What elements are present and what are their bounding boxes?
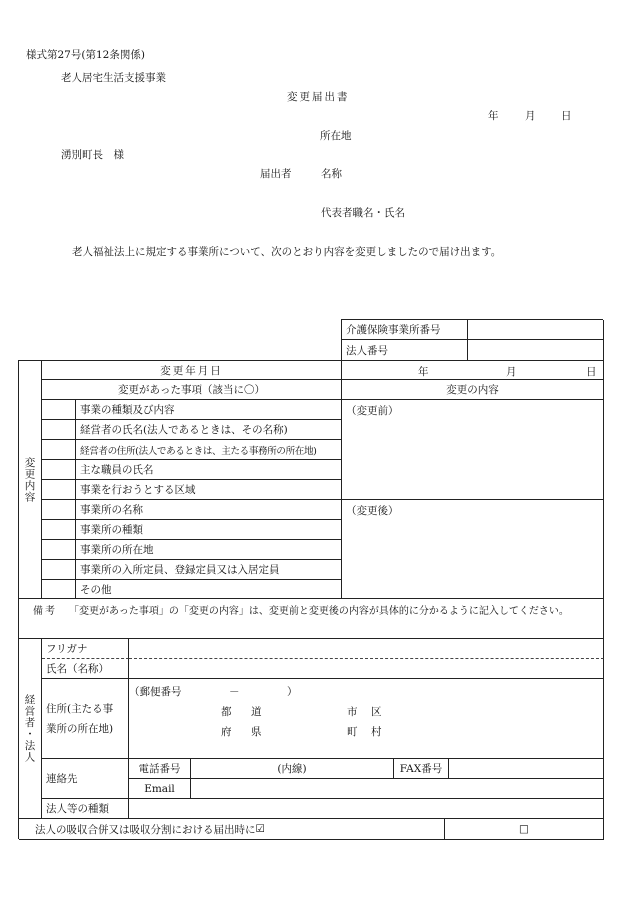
item-label-2: 経営者の氏名(法人であるときは、その名称) bbox=[76, 420, 342, 440]
representative-label: 代表者職名・氏名 bbox=[321, 207, 405, 219]
date-year-label: 年 bbox=[488, 110, 499, 122]
item-label-6: 事業所の名称 bbox=[76, 500, 342, 520]
change-side-label: 変更内容 bbox=[19, 361, 42, 599]
change-after-box[interactable] bbox=[342, 500, 604, 599]
corp-type-label: 法人等の種類 bbox=[42, 799, 129, 819]
merger-checkbox[interactable] bbox=[445, 819, 604, 840]
item-label-1: 事業の種類及び内容 bbox=[76, 400, 342, 420]
furigana-field[interactable] bbox=[129, 639, 604, 659]
ku-label: 区 bbox=[371, 706, 382, 718]
merger-checked-icon: ☑ bbox=[255, 823, 265, 835]
checkbox-icon: □ bbox=[519, 823, 529, 835]
phone-field[interactable] bbox=[191, 759, 394, 779]
item-check-4[interactable] bbox=[42, 460, 76, 480]
corporate-number-label: 法人番号 bbox=[342, 340, 468, 361]
address-field[interactable] bbox=[129, 679, 604, 759]
change-after-label: （変更後） bbox=[346, 505, 399, 517]
item-check-8[interactable] bbox=[42, 540, 76, 560]
change-before-label: （変更前） bbox=[346, 405, 399, 417]
furigana-label: フリガナ bbox=[42, 639, 129, 659]
phone-label: 電話番号 bbox=[129, 759, 191, 779]
date-month-label: 月 bbox=[525, 110, 536, 122]
email-field[interactable] bbox=[191, 779, 604, 799]
item-check-6[interactable] bbox=[42, 500, 76, 520]
id-table bbox=[341, 319, 603, 360]
postal-label: （郵便番号 bbox=[129, 686, 182, 698]
item-label-4: 主な職員の氏名 bbox=[76, 460, 342, 480]
change-date-month: 月 bbox=[506, 366, 517, 378]
addressee: 湧別町長 様 bbox=[61, 149, 124, 161]
item-label-9: 事業所の入所定員、登録定員又は入居定員 bbox=[76, 560, 342, 580]
item-label-3: 経営者の住所(法人であるときは、主たる事務所の所在地) bbox=[76, 440, 342, 460]
business-type: 老人居宅生活支援事業 bbox=[61, 72, 166, 84]
corp-type-field[interactable] bbox=[129, 799, 604, 819]
item-check-10[interactable] bbox=[42, 580, 76, 599]
address-label-line-1: 住所(主たる事 bbox=[46, 702, 114, 715]
form-number: 様式第27号(第12条関係) bbox=[26, 49, 145, 61]
contact-label: 連絡先 bbox=[42, 759, 129, 799]
care-insurance-number-label: 介護保険事業所番号 bbox=[342, 320, 468, 340]
remarks-text: 「変更があった事項」の「変更の内容」は、変更前と変更後の内容が具体的に分かるように記入してください。 bbox=[69, 606, 569, 617]
mura-label: 村 bbox=[371, 726, 382, 738]
item-check-3[interactable] bbox=[42, 440, 76, 460]
changed-items-header: 変更があった事項（該当に〇） bbox=[42, 380, 342, 400]
item-check-7[interactable] bbox=[42, 520, 76, 540]
item-check-1[interactable] bbox=[42, 400, 76, 420]
address-label-line-2: 業所の所在地) bbox=[46, 722, 114, 735]
item-check-2[interactable] bbox=[42, 420, 76, 440]
remarks-label: 備考 bbox=[33, 606, 57, 617]
change-before-box[interactable] bbox=[342, 400, 604, 500]
ken-label: 県 bbox=[251, 726, 262, 738]
postal-dash: － bbox=[229, 686, 240, 698]
change-table bbox=[18, 360, 603, 638]
do-label: 道 bbox=[251, 706, 262, 718]
fax-field[interactable] bbox=[449, 759, 604, 779]
change-date-day: 日 bbox=[586, 366, 597, 378]
fax-label: FAX番号 bbox=[394, 759, 449, 779]
item-label-5: 事業を行おうとする区域 bbox=[76, 480, 342, 500]
postal-close: ） bbox=[287, 686, 298, 698]
address-label bbox=[42, 679, 129, 759]
item-check-5[interactable] bbox=[42, 480, 76, 500]
operator-side-label: 経営者・法人 bbox=[19, 639, 42, 819]
fu-label: 府 bbox=[221, 726, 232, 738]
machi-label: 町 bbox=[347, 726, 358, 738]
form-title: 変更届出書 bbox=[287, 91, 350, 103]
email-label: Email bbox=[129, 779, 191, 799]
location-label: 所在地 bbox=[320, 130, 352, 142]
change-date-year: 年 bbox=[418, 366, 429, 378]
change-date-field[interactable] bbox=[342, 361, 604, 380]
care-insurance-number-field[interactable] bbox=[468, 320, 604, 340]
operator-name-field[interactable] bbox=[129, 659, 604, 679]
operator-name-label: 氏名（名称） bbox=[42, 659, 129, 679]
change-date-label: 変更年月日 bbox=[42, 361, 342, 380]
item-check-9[interactable] bbox=[42, 560, 76, 580]
remarks-row bbox=[19, 599, 604, 639]
name-label: 名称 bbox=[321, 168, 342, 180]
change-content-header: 変更の内容 bbox=[342, 380, 604, 400]
item-label-8: 事業所の所在地 bbox=[76, 540, 342, 560]
merger-table bbox=[18, 818, 603, 839]
item-label-10: その他 bbox=[76, 580, 342, 599]
merger-label-cell bbox=[19, 819, 445, 840]
shi-label: 市 bbox=[347, 706, 358, 718]
date-day-label: 日 bbox=[561, 110, 572, 122]
statement: 老人福祉法上に規定する事業所について、次のとおり内容を変更しましたので届け出ます。 bbox=[72, 246, 502, 258]
operator-table bbox=[18, 638, 603, 818]
notifier-label: 届出者 bbox=[260, 168, 292, 180]
merger-label: 法人の吸収合併又は吸収分割における届出時に bbox=[35, 823, 256, 836]
extension-label: (内線) bbox=[277, 763, 307, 775]
to-label: 都 bbox=[221, 706, 232, 718]
corporate-number-field[interactable] bbox=[468, 340, 604, 361]
item-label-7: 事業所の種類 bbox=[76, 520, 342, 540]
